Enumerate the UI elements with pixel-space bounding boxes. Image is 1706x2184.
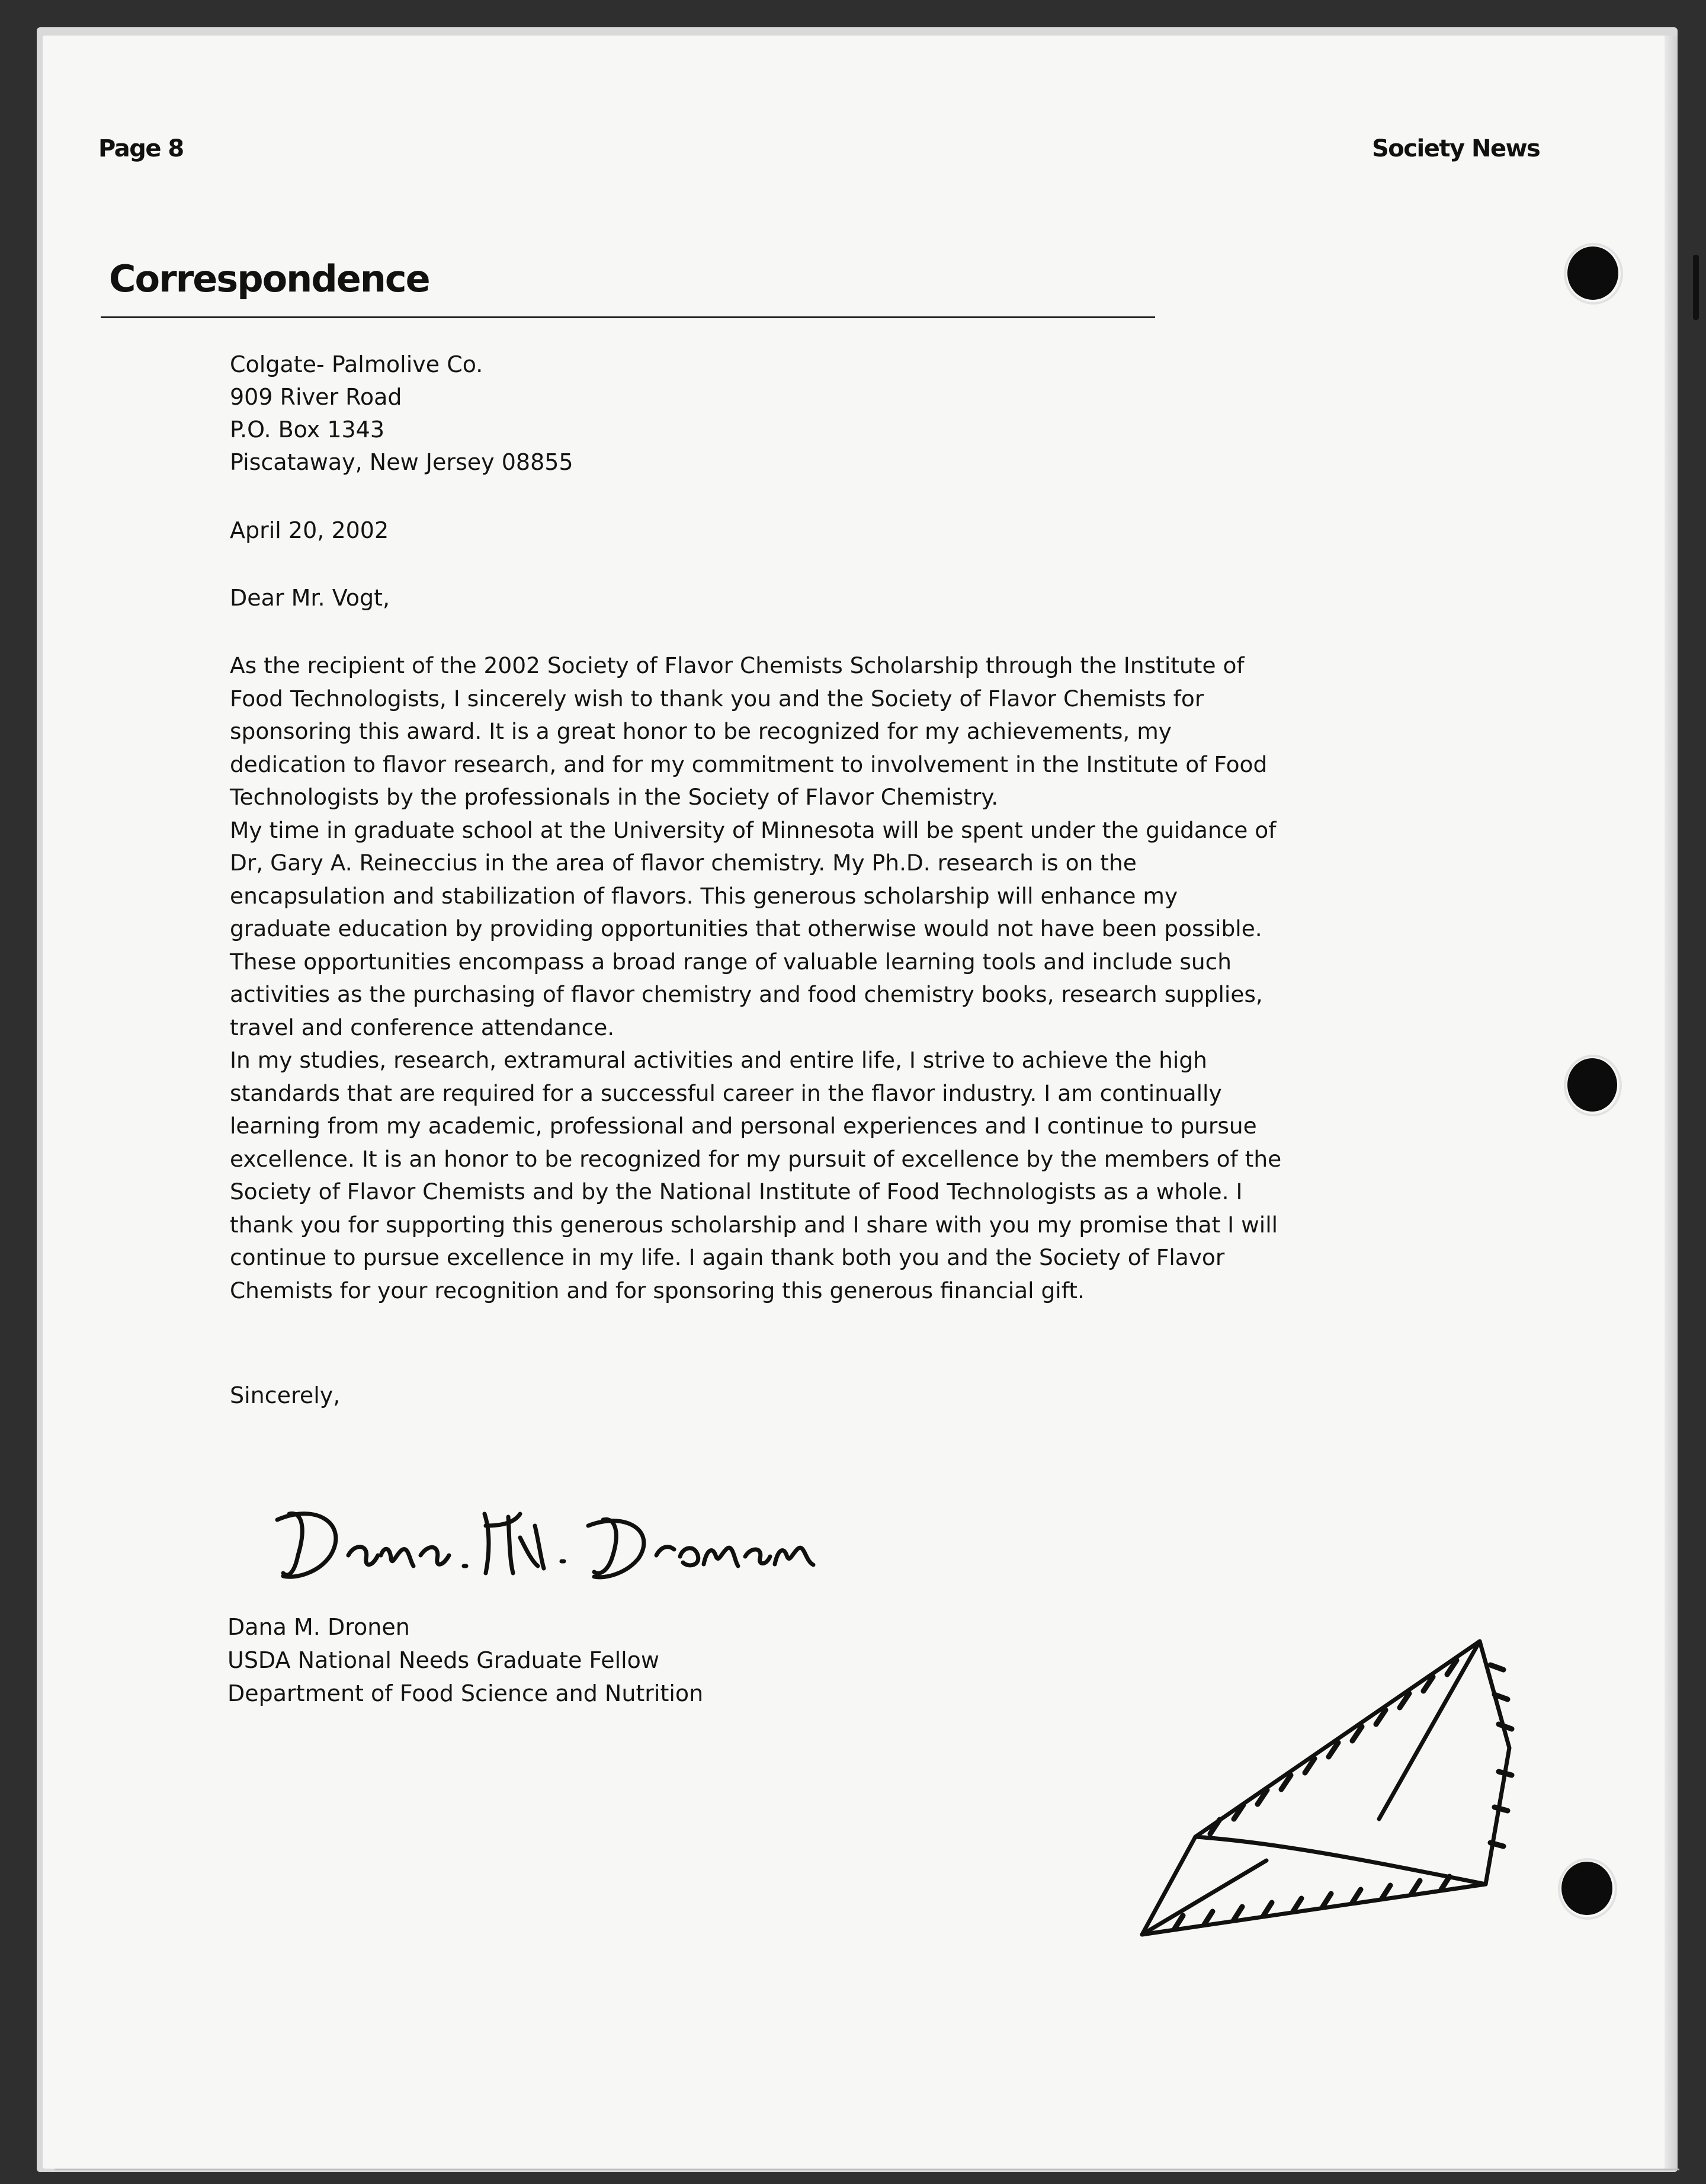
section-title: Correspondence [109,257,429,300]
page-fold-shadow [1665,36,1678,2169]
closing: Sincerely, [230,1382,341,1408]
page-number: Page 8 [98,135,184,162]
recipient-address [230,348,573,479]
punch-hole-icon [1561,1862,1612,1915]
envelope-icon [1130,1623,1515,1955]
paragraph: As the recipient of the 2002 Society of Flavor Chemists Scholarship through the Institute of Food Technologists, I sincerely wish to thank you and the Society of Flavor Chemists for sponsoring this award. It is a great honor to be recognized for my achievements, my dedication to flavor research, and for my commitment to involvement in the Institute of Food Technologists by the professionals in the Society of Flavor Chemistry. [230,652,1268,810]
signer-title: USDA National Needs Graduate Fellow [227,1647,660,1673]
page-edge-mark [1693,255,1699,320]
paragraph: In my studies, research, extramural activities and entire life, I strive to achieve the high standards that are required for a successful career in the flavor industry. I am continually learning from my academic, professional and personal experiences and I continue to pursue excellence. It is an honor to be recognized for my pursuit of excellence by the members of the Society of Flavor Chemists and by the National Institute of Food Technologists as a whole. I thank you for supporting this generous scholarship and I share with you my promise that I will continue to pursue excellence in my life. I again thank both you and the Society of Flavor Chemists for your recognition and for sponsoring this generous financial gift. [230,1047,1282,1304]
address-line: Colgate- Palmolive Co. [230,351,483,377]
signature-block [227,1610,703,1710]
punch-hole-icon [1567,1058,1617,1112]
address-line: P.O. Box 1343 [230,417,385,443]
letter-body [230,649,1284,1307]
address-line: Piscataway, New Jersey 08855 [230,449,573,475]
section-divider [101,316,1155,318]
salutation: Dear Mr. Vogt, [230,585,390,611]
publication-name: Society News [1372,135,1540,162]
handwritten-signature [265,1490,846,1597]
signer-name: Dana M. Dronen [227,1614,410,1640]
punch-hole-icon [1567,246,1618,300]
letter-date: April 20, 2002 [230,517,389,543]
address-line: 909 River Road [230,384,402,410]
paragraph: My time in graduate school at the University of Minnesota will be spent under the guidance of Dr, Gary A. Reineccius in the area of flavor chemistry. My Ph.D. research is on the encapsulation and stabilization of flavors. This generous scholarship will enhance my graduate education by providing opportunities that otherwise would not have been possible. These opportunities encompass a broad range of valuable learning tools and include such activities as the purchasing of flavor chemistry and food chemistry books, research supplies, travel and conference attendance. [230,816,1277,1040]
signer-department: Department of Food Science and Nutrition [227,1680,704,1706]
